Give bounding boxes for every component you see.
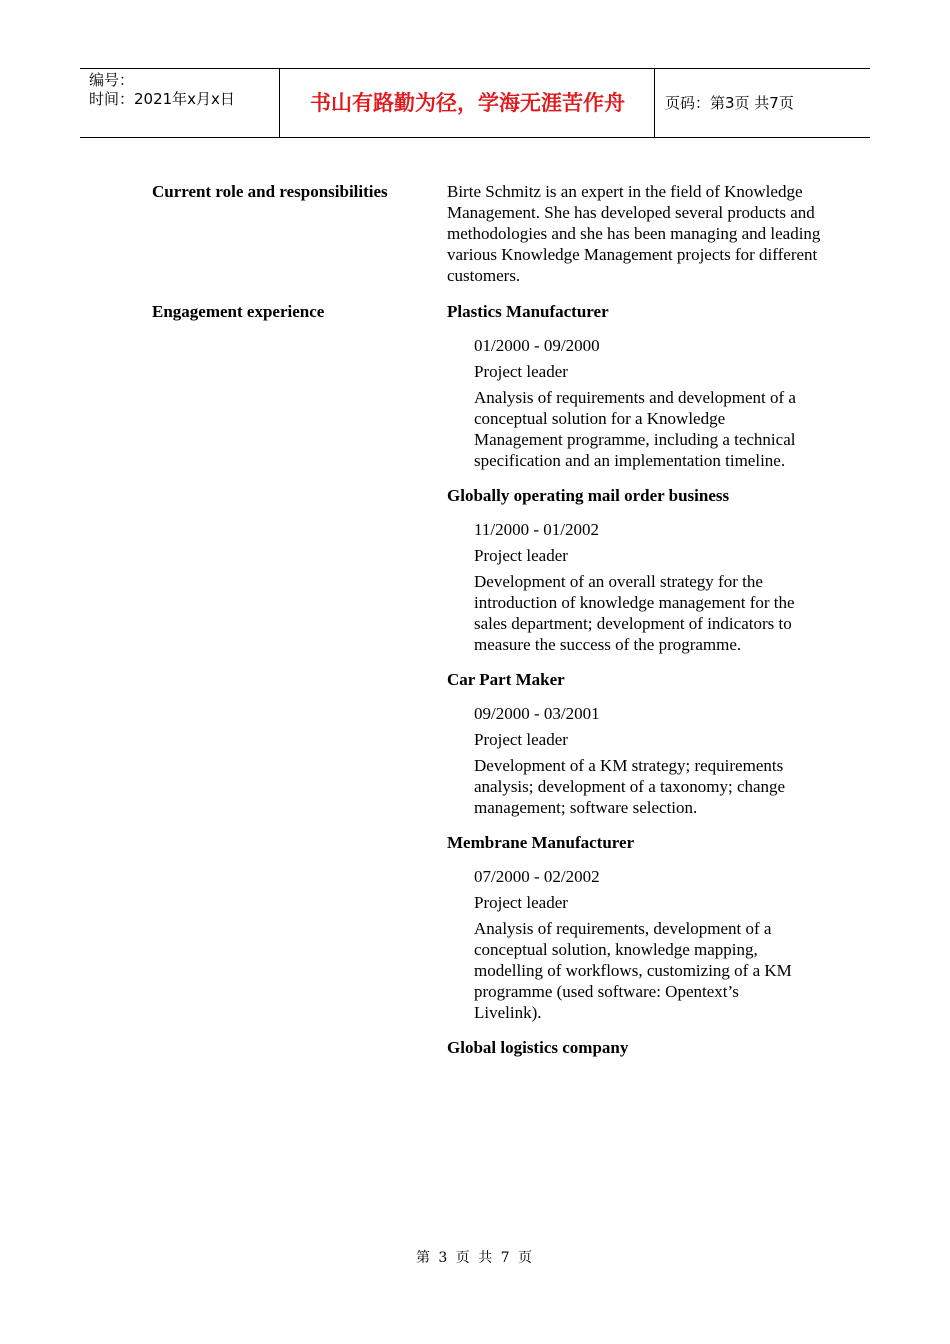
engagement-dates: 09/2000 - 03/2001 (474, 704, 600, 723)
page-header (80, 68, 870, 138)
engagement-entry (474, 335, 814, 471)
header-page-info: 页码：第3页 共7页 (665, 94, 794, 112)
engagement-dates: 01/2000 - 09/2000 (474, 336, 600, 355)
engagement-dates: 07/2000 - 02/2002 (474, 867, 600, 886)
current-role-text: Birte Schmitz is an expert in the field of Knowledge Management. She has developed several products and methodologies and she has been managing and leading various Knowledge Management projects for different customers. (447, 182, 821, 285)
company-name: Membrane Manufacturer (447, 833, 635, 852)
engagement-entry (474, 703, 809, 818)
company-name: Plastics Manufacturer (447, 302, 609, 321)
engagement-entry (474, 866, 809, 1023)
engagement-description: Analysis of requirements and development of a conceptual solution for a Knowledge Management programme, including a technical specification and an implementation timeline. (474, 388, 796, 470)
engagement-role: Project leader (474, 893, 568, 912)
company-name: Car Part Maker (447, 670, 565, 689)
engagement-description: Analysis of requirements, development of a conceptual solution, knowledge mapping, modelling of workflows, customizing of a KM programme (used software: Opentext’s Livelink). (474, 919, 792, 1022)
engagement-dates: 11/2000 - 01/2002 (474, 520, 599, 539)
header-meta (80, 69, 280, 137)
document-time-label: 时间：2021年x月x日 (89, 90, 235, 108)
engagement-role: Project leader (474, 546, 568, 565)
engagement-description: Development of a KM strategy; requirements analysis; development of a taxonomy; change management; software selection. (474, 756, 786, 817)
document-number-label: 编号： (89, 71, 135, 89)
engagement-entry (474, 519, 814, 655)
page-footer: 第 3 页 共 7 页 (415, 1250, 535, 1266)
current-role-label: Current role and responsibilities (152, 182, 388, 201)
engagement-role: Project leader (474, 730, 568, 749)
engagement-role: Project leader (474, 362, 568, 381)
company-name: Globally operating mail order business (447, 486, 730, 505)
header-motto: 书山有路勤为径，学海无涯苦作舟 (281, 69, 655, 137)
engagement-description: Development of an overall strategy for the introduction of knowledge management for the sales department; development of indicators to measure the success of the programme. (474, 572, 795, 654)
company-name: Global logistics company (447, 1038, 629, 1057)
engagement-label: Engagement experience (152, 302, 325, 321)
